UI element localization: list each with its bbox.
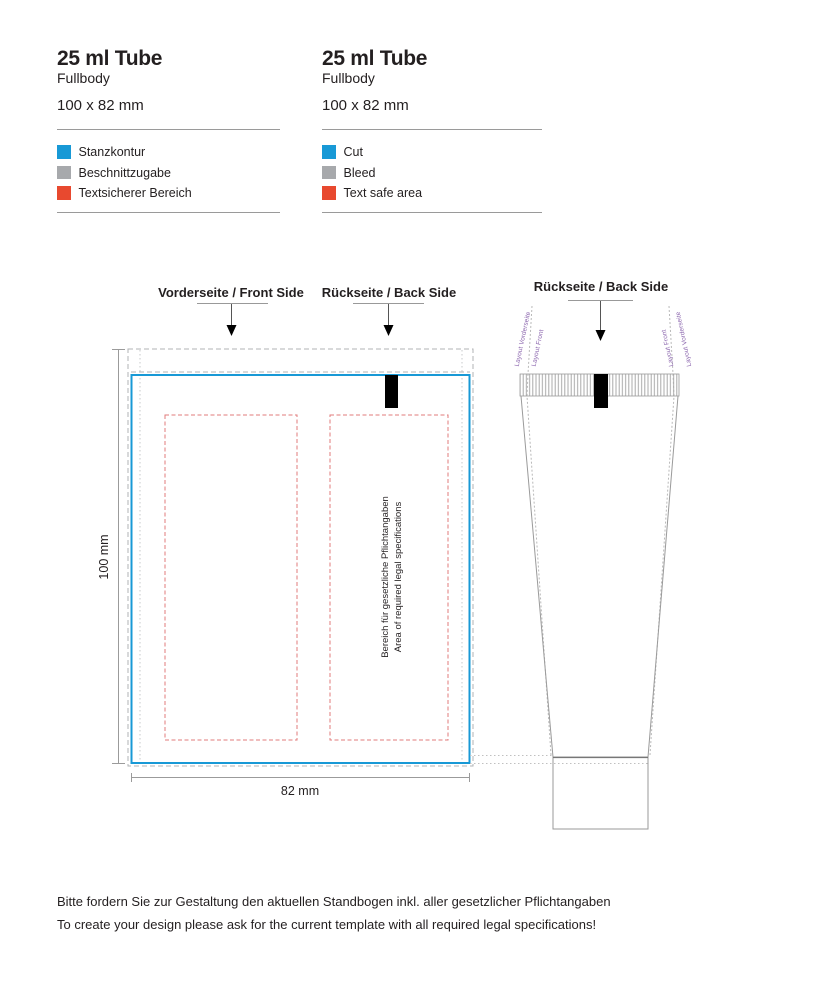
legend-label: Stanzkontur — [78, 145, 146, 159]
product-variant: Fullbody — [322, 70, 375, 86]
tube-body-right-edge — [648, 396, 678, 757]
tube-back-side-arrow — [596, 301, 606, 341]
page-title: 25 ml Tube — [322, 47, 428, 70]
tube-body-left-edge — [521, 396, 553, 757]
height-dimension-line — [112, 349, 125, 764]
page-title: 25 ml Tube — [57, 47, 163, 70]
tube-illustration — [520, 306, 679, 829]
footer-note-de: Bitte fordern Sie zur Gestaltung den aktuellen Standbogen inkl. aller gesetzlicher Pflichtangaben — [57, 894, 611, 909]
legend-label: Bleed — [343, 165, 376, 180]
tube-back-side-label: Rückseite / Back Side — [533, 279, 669, 294]
tube-layout-label-right-outer: Layout Vorderseite — [674, 310, 694, 368]
legal-area-note — [379, 496, 405, 658]
product-dimensions: 100 x 82 mm — [57, 97, 144, 114]
product-variant: Fullbody — [57, 70, 110, 86]
tube-cap — [553, 757, 648, 829]
cut-outline — [132, 375, 470, 763]
height-dimension-label: 100 mm — [97, 534, 111, 580]
legend-label: Textsicherer Bereich — [78, 186, 192, 200]
tube-layout-label-left-inner: Layout Front — [530, 328, 546, 368]
footer-note — [57, 890, 611, 936]
legal-area-note-en: Area of required legal specifications — [393, 501, 404, 653]
tube-layout-label-right-inner: Layout Front — [660, 328, 676, 368]
legend-label: Cut — [343, 145, 363, 159]
legend-label: Beschnittzugabe — [78, 165, 171, 180]
footer-note-en: To create your design please ask for the current template with all required legal specifications! — [57, 917, 597, 932]
back-side-arrow — [384, 304, 394, 336]
width-dimension-label: 82 mm — [280, 784, 320, 798]
bleed-outline — [128, 349, 473, 766]
back-side-label: Rückseite / Back Side — [321, 285, 457, 300]
product-dimensions: 100 x 82 mm — [322, 97, 409, 114]
legend-label: Text safe area — [343, 186, 423, 200]
width-dimension-line — [131, 773, 470, 782]
text-safe-area-front — [165, 415, 297, 740]
tube-fold-line-left — [527, 306, 551, 755]
seal-mark — [385, 375, 398, 408]
front-side-label: Vorderseite / Front Side — [158, 285, 304, 300]
front-side-arrow — [227, 304, 237, 336]
tube-seal-mark — [594, 374, 608, 408]
legal-area-note-de: Bereich für gesetzliche Pflichtangaben — [380, 496, 391, 658]
tube-layout-label-left-outer: Layout Vorderseite — [513, 310, 533, 368]
